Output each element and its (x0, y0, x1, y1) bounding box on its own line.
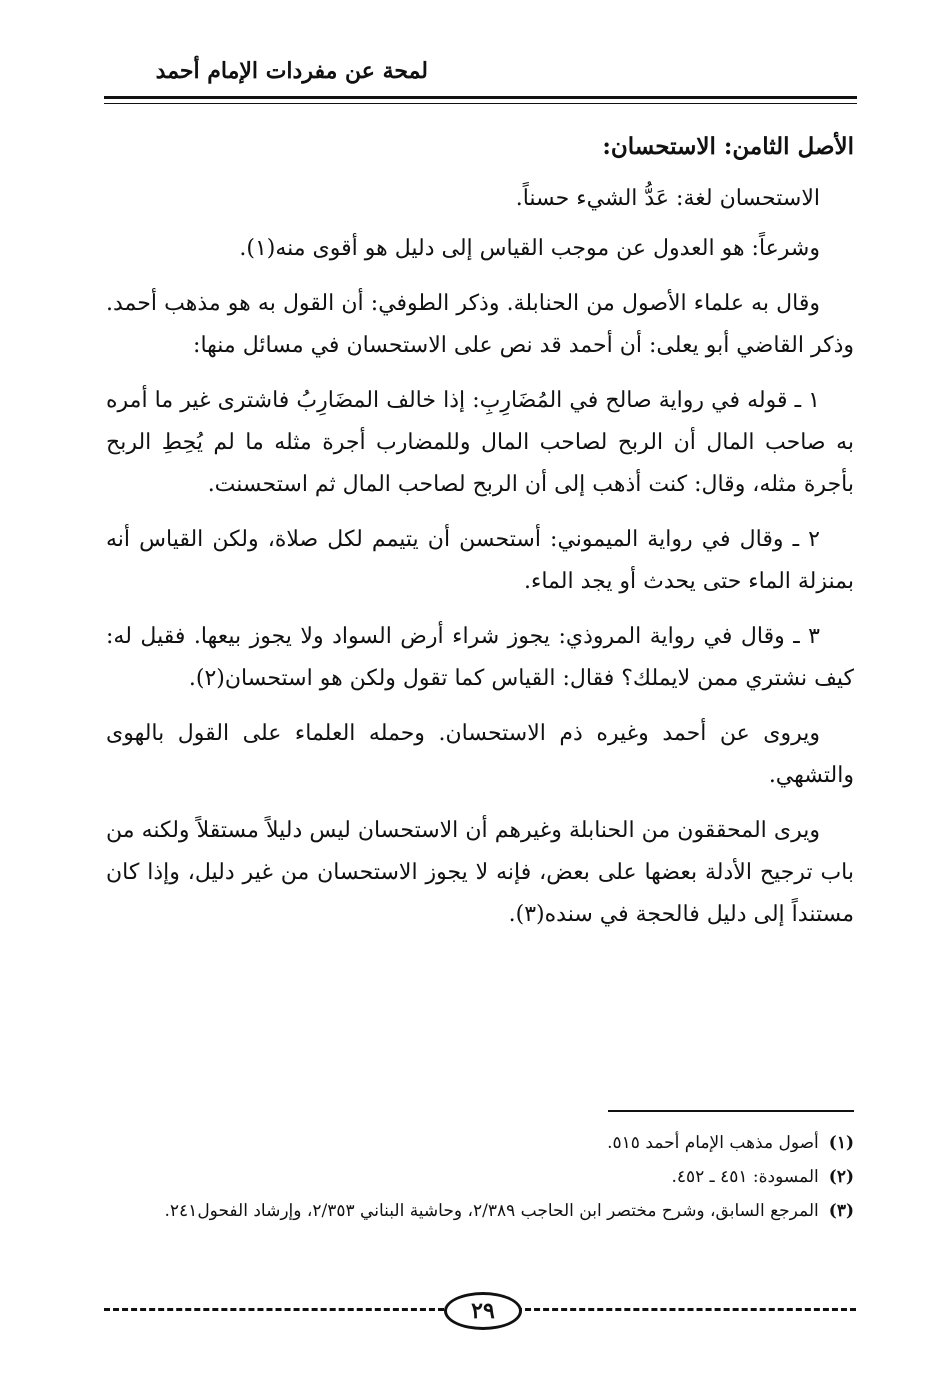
footnote-text: المرجع السابق، وشرح مختصر ابن الحاجب ٢/٣٨٩، وحاشية البناني ٢/٣٥٣، وإرشاد الفحول٢٤١. (164, 1201, 819, 1221)
paragraph-example-3: ٣ ـ وقال في رواية المروذي: يجوز شراء أرض السواد ولا يجوز بيعها. فقيل له: كيف نشتري ممن لايملك؟ فقال: القياس كما تقول ولكن هو استحسان(٢). (106, 624, 854, 691)
footnote-text: أصول مذهب الإمام أحمد ٥١٥. (607, 1133, 819, 1153)
paragraph-scholars: وقال به علماء الأصول من الحنابلة. وذكر الطوفي: أن القول به هو مذهب أحمد. وذكر القاضي أبو يعلى: أن أحمد قد نص على الاستحسان في مسائل منها: (106, 291, 854, 358)
footnote-number: (٣) (828, 1201, 854, 1221)
header-rule-thick (104, 96, 857, 99)
footnote-item (106, 1194, 854, 1228)
paragraph-definition-linguistic: الاستحسان لغة: عَدُّ الشيء حسناً. (515, 186, 820, 211)
footer-dashed-rule-left (104, 1308, 444, 1311)
footnote-item (106, 1126, 854, 1160)
footnote-number: (١) (828, 1133, 854, 1153)
page-number: ٢٩ (444, 1292, 522, 1330)
paragraph-example-1: ١ ـ قوله في رواية صالح في المُضَارِبِ: إذا خالف المضَارِبُ فاشترى غير ما أمره به صاحب المال أن الربح لصاحب المال وللمضارب أجرة مثله ما لم يُحِطِ الربح بأجرة مثله، وقال: كنت أذهب إلى أن الربح لصاحب المال ثم استحسنت. (106, 388, 854, 497)
paragraph-example-2: ٢ ـ وقال في رواية الميموني: أستحسن أن يتيمم لكل صلاة، ولكن القياس أنه بمنزلة الماء حتى يحدث أو يجد الماء. (106, 527, 854, 594)
header-rule-thin (104, 103, 857, 104)
footnote-item (106, 1160, 854, 1194)
paragraph-criticism: ويروى عن أحمد وغيره ذم الاستحسان. وحمله العلماء على القول بالهوى والتشهي. (106, 721, 854, 788)
footnote-separator (608, 1110, 854, 1112)
section-heading: الأصل الثامن: الاستحسان: (602, 133, 854, 160)
footnotes (106, 1126, 854, 1228)
paragraph-conclusion: ويرى المحققون من الحنابلة وغيرهم أن الاستحسان ليس دليلاً مستقلاً ولكنه من باب ترجيح الأدلة بعضها على بعض، فإنه لا يجوز الاستحسان من غير دليل، وإذا كان مستنداً إلى دليل فالحجة في سنده(٣). (106, 818, 854, 927)
footnote-text: المسودة: ٤٥١ ـ ٤٥٢. (671, 1167, 819, 1187)
paragraph-definition-technical: وشرعاً: هو العدول عن موجب القياس إلى دليل هو أقوى منه(١). (239, 236, 820, 261)
running-header-title: لمحة عن مفردات الإمام أحمد (155, 58, 428, 84)
main-text (106, 126, 854, 949)
footer-dashed-rule-right (516, 1308, 856, 1311)
footnote-number: (٢) (828, 1167, 854, 1187)
